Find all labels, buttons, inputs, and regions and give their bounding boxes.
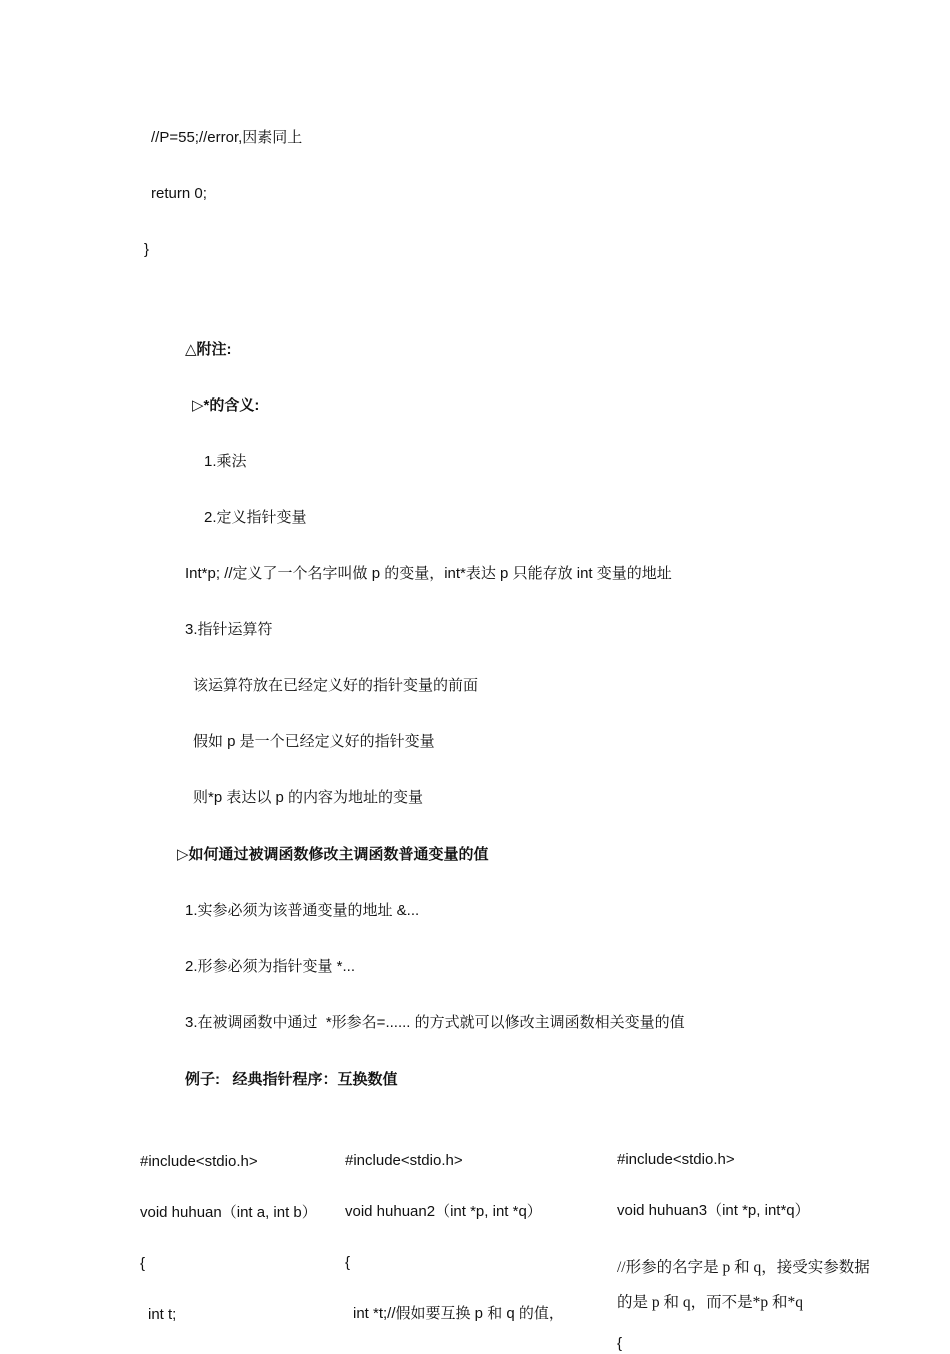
howto-heading: ▷如何通过被调函数修改主调函数普通变量的值 xyxy=(177,846,489,863)
code-line-closing-brace: } xyxy=(144,241,150,258)
pointer-operator-detail-3: 则*p 表达以 p 的内容为地址的变量 xyxy=(193,789,424,806)
example-heading: 例子: 经典指针程序：互换数值 xyxy=(185,1071,398,1088)
code-line-return: return 0; xyxy=(151,185,207,202)
col1-include: #include<stdio.h> xyxy=(140,1153,258,1170)
howto-step-2: 2.形参必须为指针变量 *... xyxy=(185,958,356,975)
col1-open-brace: { xyxy=(140,1255,146,1272)
meaning-item-pointer-operator: 3.指针运算符 xyxy=(185,621,273,638)
howto-step-3: 3.在被调函数中通过 *形参名=...... 的方式就可以修改主调函数相关变量的值 xyxy=(185,1014,685,1031)
notes-heading: △附注: xyxy=(185,341,232,358)
col3-include: #include<stdio.h> xyxy=(617,1151,735,1168)
col1-declare-t: int t; xyxy=(148,1306,177,1323)
meaning-item-multiply: 1.乘法 xyxy=(204,453,247,470)
pointer-operator-detail-2: 假如 p 是一个已经定义好的指针变量 xyxy=(193,733,435,750)
howto-step-1: 1.实参必须为该普通变量的地址 &... xyxy=(185,902,420,919)
col3-open-brace: { xyxy=(617,1335,623,1352)
col2-declare-pointer-t: int *t;//假如要互换 p 和 q 的值， xyxy=(353,1305,564,1322)
col2-function-signature: void huhuan2（int *p, int *q） xyxy=(345,1203,542,1220)
col2-open-brace: { xyxy=(345,1254,351,1271)
pointer-operator-detail-1: 该运算符放在已经定义好的指针变量的前面 xyxy=(193,677,479,694)
star-meaning-heading: ▷*的含义: xyxy=(192,397,260,414)
meaning-item-define-pointer-detail: Int*p; //定义了一个名字叫做 p 的变量，int*表达 p 只能存放 int 变量的地址 xyxy=(185,565,672,582)
col2-include: #include<stdio.h> xyxy=(345,1152,463,1169)
meaning-item-define-pointer: 2.定义指针变量 xyxy=(204,509,307,526)
col3-param-comment: //形参的名字是 p 和 q，接受实参数据的是 p 和 q，而不是*p 和*q xyxy=(617,1259,870,1311)
col3-function-signature: void huhuan3（int *p, int*q） xyxy=(617,1202,810,1219)
col1-function-signature: void huhuan（int a, int b） xyxy=(140,1204,317,1221)
code-line-comment-error: //P=55;//error,因素同上 xyxy=(151,129,303,146)
